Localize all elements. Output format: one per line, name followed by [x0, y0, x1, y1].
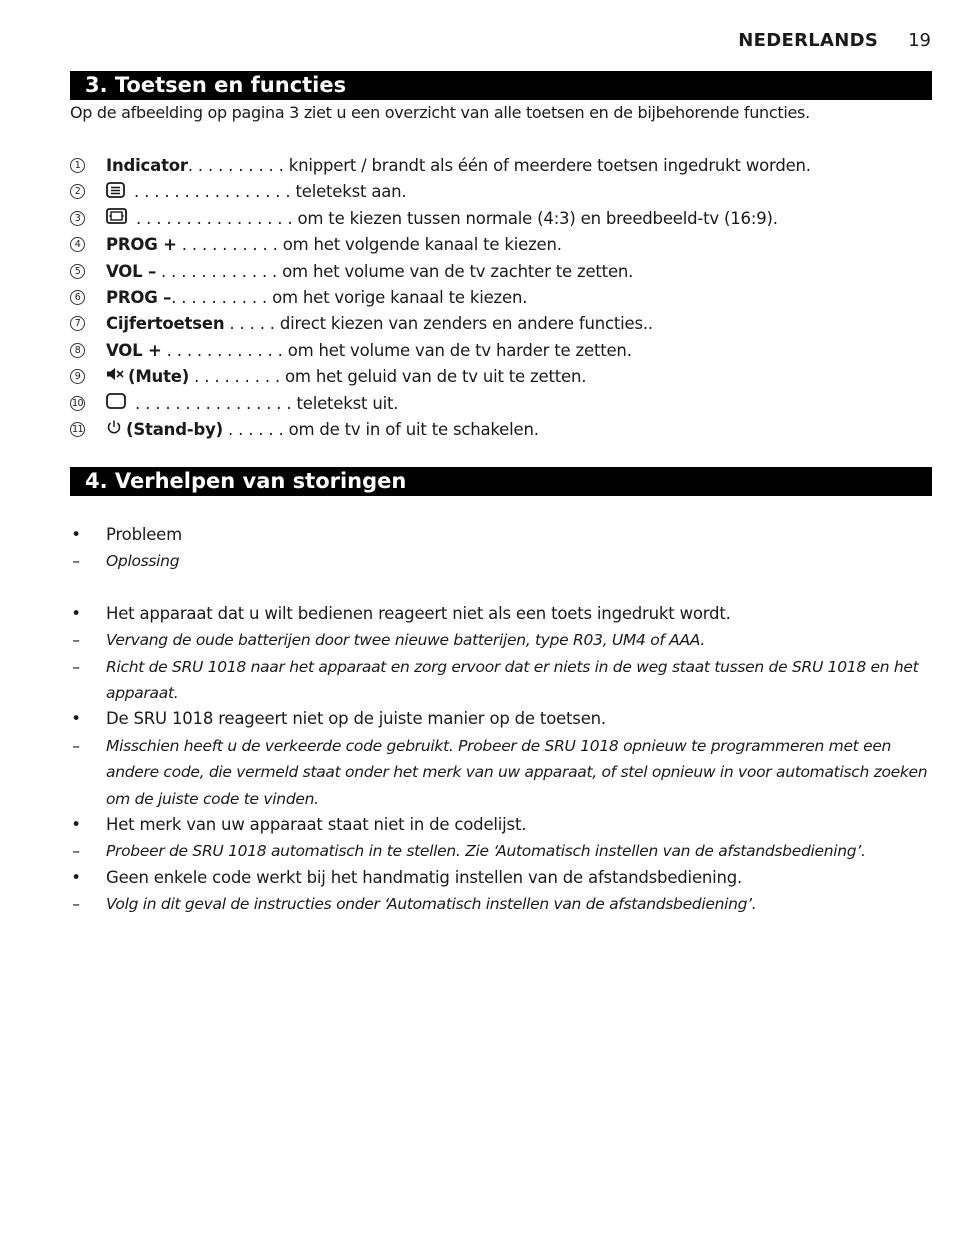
item-number-badge: 5 [70, 264, 85, 279]
key-name: (Mute) [128, 367, 190, 387]
teletext-icon [106, 180, 125, 206]
key-description: teletekst aan. [295, 182, 407, 202]
problem-text: Probleem [106, 525, 183, 544]
key-list-item [70, 417, 930, 443]
dash-marker: – [72, 657, 80, 676]
key-description: direct kiezen van zenders en andere functies.. [279, 314, 653, 334]
key-description: om de tv in of uit te schakelen. [288, 419, 539, 439]
solution-item [70, 654, 932, 707]
dot-leader: . . . . . . [222, 419, 289, 439]
key-name: Indicator [106, 156, 188, 175]
item-number-badge: 4 [70, 237, 85, 252]
dash-marker: – [72, 895, 80, 914]
dash-marker: – [72, 842, 80, 861]
solution-item [70, 891, 932, 917]
item-number-badge: 2 [70, 184, 85, 199]
key-entry [106, 153, 811, 179]
item-number-badge: 11 [71, 423, 84, 435]
problem-text: Het merk van uw apparaat staat niet in de codelijst. [106, 815, 527, 835]
key-description: knippert / brandt als één of meerdere toetsen ingedrukt worden. [288, 156, 811, 175]
solution-text: Vervang de oude batterijen door twee nieuwe batterijen, type R03, UM4 of AAA. [106, 631, 705, 650]
key-name: PROG – [106, 287, 172, 307]
dot-leader: . . . . . . . . . . . . . . . . [131, 208, 298, 228]
key-entry [106, 206, 778, 233]
key-list-item [70, 153, 930, 179]
key-name: Cijfertoetsen [106, 314, 225, 334]
mute-icon [106, 364, 124, 390]
key-list-item [70, 232, 930, 258]
troubleshooting-list [70, 522, 932, 918]
item-number-badge: 7 [70, 316, 85, 331]
solution-text: Richt de SRU 1018 naar het apparaat en zorg ervoor dat er niets in de weg staat tussen de SRU 1018 en het apparaat. [106, 657, 919, 703]
key-list-item [70, 364, 930, 390]
problem-text: Het apparaat dat u wilt bedienen reageert niet als een toets ingedrukt wordt. [106, 603, 731, 623]
dot-leader: . . . . . . . . . . . . . . . . [129, 182, 296, 202]
item-number-badge: 3 [70, 211, 85, 226]
key-name: VOL – [106, 261, 157, 281]
solution-text: Volg in dit geval de instructies onder ‘Automatisch instellen van de afstandsbediening’. [106, 895, 757, 914]
problem-item [70, 601, 932, 627]
key-list-item [70, 259, 930, 285]
key-description: om het vorige kanaal te kiezen. [272, 287, 528, 307]
solution-item [70, 838, 932, 864]
language-label: NEDERLANDS [738, 30, 879, 51]
key-entry [106, 179, 406, 206]
problem-item [70, 812, 932, 838]
bullet-marker: • [71, 867, 81, 887]
bullet-marker: • [71, 815, 81, 835]
key-description: om te kiezen tussen normale (4:3) en breedbeeld-tv (16:9). [297, 208, 778, 228]
problem-text: Geen enkele code werkt bij het handmatig instellen van de afstandsbediening. [106, 867, 743, 887]
solution-item [70, 733, 932, 812]
power-icon [106, 417, 122, 443]
problem-text: De SRU 1018 reageert niet op de juiste manier op de toetsen. [106, 709, 606, 729]
solution-text: Probeer de SRU 1018 automatisch in te stellen. Zie ‘Automatisch instellen van de afstandsbediening’. [106, 842, 866, 861]
key-list-item [70, 311, 930, 337]
key-list-item [70, 338, 930, 364]
item-number-badge: 1 [70, 158, 85, 173]
problem-item [70, 522, 932, 548]
dot-leader: . . . . . . . . . . [171, 287, 273, 307]
key-list-item [70, 391, 930, 417]
item-number-badge: 8 [70, 343, 85, 358]
item-number-badge: 6 [70, 290, 85, 305]
key-entry [106, 338, 632, 364]
problem-item [70, 706, 932, 732]
key-list-item [70, 179, 930, 205]
dot-leader: . . . . . . . . . . . . . . . . [130, 393, 297, 413]
key-name: (Stand-by) [126, 419, 223, 439]
dot-leader: . . . . . . . . . . [187, 156, 289, 175]
key-description: om het volume van de tv harder te zetten. [287, 340, 632, 360]
dot-leader: . . . . . . . . . . . . [161, 340, 288, 360]
key-entry [106, 285, 527, 311]
dash-marker: – [72, 736, 80, 755]
item-number-badge: 9 [70, 369, 85, 384]
key-entry [106, 417, 539, 444]
widescreen-icon [106, 206, 127, 232]
tv-icon [106, 391, 126, 417]
page-number: 19 [908, 30, 931, 51]
intro-paragraph: Op de afbeelding op pagina 3 ziet u een overzicht van alle toetsen en de bijbehorende functies. [70, 103, 810, 122]
bullet-marker: • [71, 603, 81, 623]
key-name: VOL + [106, 340, 162, 360]
key-entry [106, 391, 398, 418]
dot-leader: . . . . . [224, 314, 280, 334]
solution-text: Oplossing [106, 552, 180, 571]
spacer [70, 575, 932, 601]
dot-leader: . . . . . . . . . [189, 367, 285, 387]
bullet-marker: • [71, 525, 81, 544]
section-heading-keys: 3. Toetsen en functies [70, 71, 932, 100]
key-description: om het volume van de tv zachter te zetten. [282, 261, 634, 281]
key-name: PROG + [106, 235, 177, 255]
key-entry [106, 259, 633, 285]
key-description: teletekst uit. [296, 393, 399, 413]
solution-item [70, 627, 932, 653]
key-list-item [70, 206, 930, 232]
key-function-list [70, 153, 930, 443]
solution-text: Misschien heeft u de verkeerde code gebruikt. Probeer de SRU 1018 opnieuw te programmeren met een andere code, die vermeld staat onder het merk van uw apparaat, of stel opnieuw in voor automatisch zoeken om de juiste code te vinden. [106, 736, 928, 808]
dash-marker: – [72, 631, 80, 650]
item-number-badge: 10 [71, 397, 84, 409]
key-entry [106, 311, 653, 337]
page-header [738, 30, 931, 51]
section-heading-troubleshooting: 4. Verhelpen van storingen [70, 467, 932, 496]
bullet-marker: • [71, 709, 81, 729]
problem-item [70, 865, 932, 891]
key-entry [106, 364, 586, 391]
key-list-item [70, 285, 930, 311]
key-description: om het geluid van de tv uit te zetten. [285, 367, 587, 387]
dot-leader: . . . . . . . . . . [176, 235, 283, 255]
dash-marker: – [72, 552, 80, 571]
solution-item [70, 548, 932, 574]
key-description: om het volgende kanaal te kiezen. [282, 235, 562, 255]
key-entry [106, 232, 562, 258]
dot-leader: . . . . . . . . . . . . [156, 261, 283, 281]
